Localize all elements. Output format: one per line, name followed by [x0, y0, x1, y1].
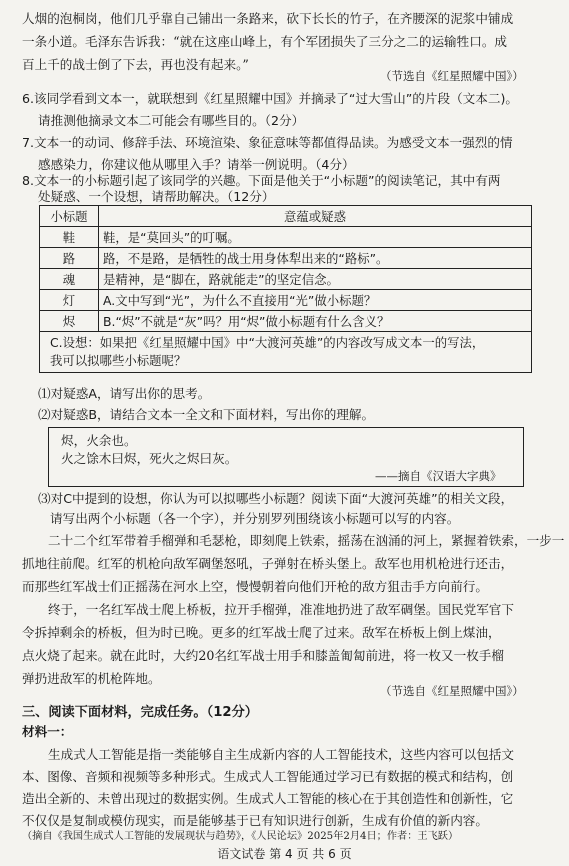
passage-line: 终于，一名红军战士爬上桥板，拉开手榴弹，准准地扔进了敌军碉堡。国民党军官下 [48, 602, 514, 617]
quote-line: 烬，火余也。 [61, 433, 137, 448]
quote-source: ——摘自《汉语大字典》 [375, 469, 502, 483]
table-header: 意蕴或疑惑 [99, 206, 532, 227]
table-cell: 是精神，是“脚在，路就能走”的坚定信念。 [99, 269, 532, 290]
table-cell: A.文中写到“光”，为什么不直接用“光”做小标题？ [99, 290, 532, 311]
table-cell-c [40, 332, 532, 373]
quote-line: 火之馀木曰烬，死火之烬曰灰。 [61, 451, 238, 466]
question-7: 感感染力，你建议他从哪里入手？请举一例说明。（4分） [38, 157, 355, 172]
subquestion-2: ⑵对疑惑B，请结合文本一全文和下面材料，写出你的理解。 [38, 407, 375, 422]
question-8: 处疑惑、一个设想，请帮助解决。（12分） [38, 189, 275, 204]
question-6: 请推测他摘录文本二可能会有哪些目的。（2分） [38, 113, 305, 128]
table-cell: 灯 [40, 290, 99, 311]
passage-line: 点火烧了起来。就在此时，大约20名红军战士用手和膝盖匍匐前进，将一枚又一枚手榴 [22, 648, 504, 663]
notes-table [39, 205, 532, 373]
source-note: （节选自《红星照耀中国》） [380, 69, 524, 83]
source-note: （节选自《红星照耀中国》） [380, 684, 524, 698]
question-8: 8.文本一的小标题引起了该同学的兴趣。下面是他关于“小标题”的阅读笔记，其中有两 [22, 173, 501, 188]
subquestion-3: 请写出两个小标题（各一个字），并分别罗列围绕该小标题可以写的内容。 [50, 511, 460, 526]
text-line: 人烟的泡桐岗，他们几乎靠自己铺出一条路来，砍下长长的竹子，在齐腰深的泥浆中铺成 [22, 11, 514, 26]
dictionary-quote-box [48, 427, 524, 487]
passage-line: 二十二个红军带着手榴弹和毛瑟枪，即刻爬上铁索，摇荡在汹涌的河上，紧握着铁索，一步一 [48, 533, 565, 548]
subquestion-3: ⑶对C中提到的设想，你认为可以拟哪些小标题？阅读下面“大渡河英雄”的相关文段， [38, 491, 514, 506]
table-header: 小标题 [40, 206, 99, 227]
page-footer: 语文试卷 第 4 页 共 6 页 [217, 847, 352, 861]
material-line: 不仅仅是复制或模仿现实，而是能够基于已有知识进行创新，生成有价值的新内容。 [22, 813, 488, 828]
subquestion-1: ⑴对疑惑A，请写出你的思考。 [38, 386, 211, 401]
material-source: （摘自《我国生成式人工智能的发展现状与趋势》，《人民论坛》2025年2月4日；作者：王飞跃） [22, 831, 459, 842]
passage-line: 弹扔进敌军的机枪阵地。 [22, 671, 161, 686]
passage-line: 而那些红军战士们正摇荡在河水上空，慢慢朝着向他们开枪的敌方狙击手方向前行。 [22, 579, 488, 594]
table-c-line: 我可以拟哪些小标题呢？ [50, 353, 187, 368]
table-cell: 魂 [40, 269, 99, 290]
table-cell: 路，不是路，是牺牲的战士用身体犁出来的“路标”。 [99, 248, 532, 269]
text-line: 一条小道。毛泽东告诉我：“就在这座山峰上，有个军团损失了三分之二的运输牲口。成 [22, 34, 508, 49]
passage-line: 抓地往前爬。红军的机枪向敌军碉堡怒吼，子弹射在桥头堡上。敌军也用机枪进行还击， [22, 556, 514, 571]
text-line: 百上千的战士倒了下去，再也没有起来。” [22, 57, 249, 72]
section-heading: 三、阅读下面材料，完成任务。（12分） [22, 705, 258, 720]
material-line: 生成式人工智能是指一类能够自主生成新内容的人工智能技术，这些内容可以包括文 [48, 747, 514, 762]
table-cell: 路 [40, 248, 99, 269]
question-6: 6.该同学看到文本一，就联想到《红星照耀中国》并摘录了“过大雪山”的片段（文本二)。 [22, 91, 518, 106]
material-label: 材料一： [22, 724, 73, 739]
table-cell: 鞋，是“莫回头”的叮嘱。 [99, 227, 532, 248]
table-cell: B.“烬”不就是“灰”吗？用“烬”做小标题有什么含义？ [99, 311, 532, 332]
material-line: 造出全新的、未曾出现过的数据实例。生成式人工智能的核心在于其创造性和创新性，它 [22, 791, 514, 806]
table-cell: 烬 [40, 311, 99, 332]
table-cell: 鞋 [40, 227, 99, 248]
table-c-line: C.设想：如果把《红星照耀中国》中“大渡河英雄”的内容改写成文本一的写法， [50, 335, 485, 350]
passage-line: 令拆掉剩余的桥板，但为时已晚。更多的红军战士爬了过来。敌军在桥板上倒上煤油， [22, 625, 501, 640]
material-line: 本、图像、音频和视频等多种形式。生成式人工智能通过学习已有数据的模式和结构，创 [22, 769, 514, 784]
question-7: 7.文本一的动词、修辞手法、环境渲染、象征意味等都值得品读。为感受文本一强烈的情 [22, 135, 513, 150]
